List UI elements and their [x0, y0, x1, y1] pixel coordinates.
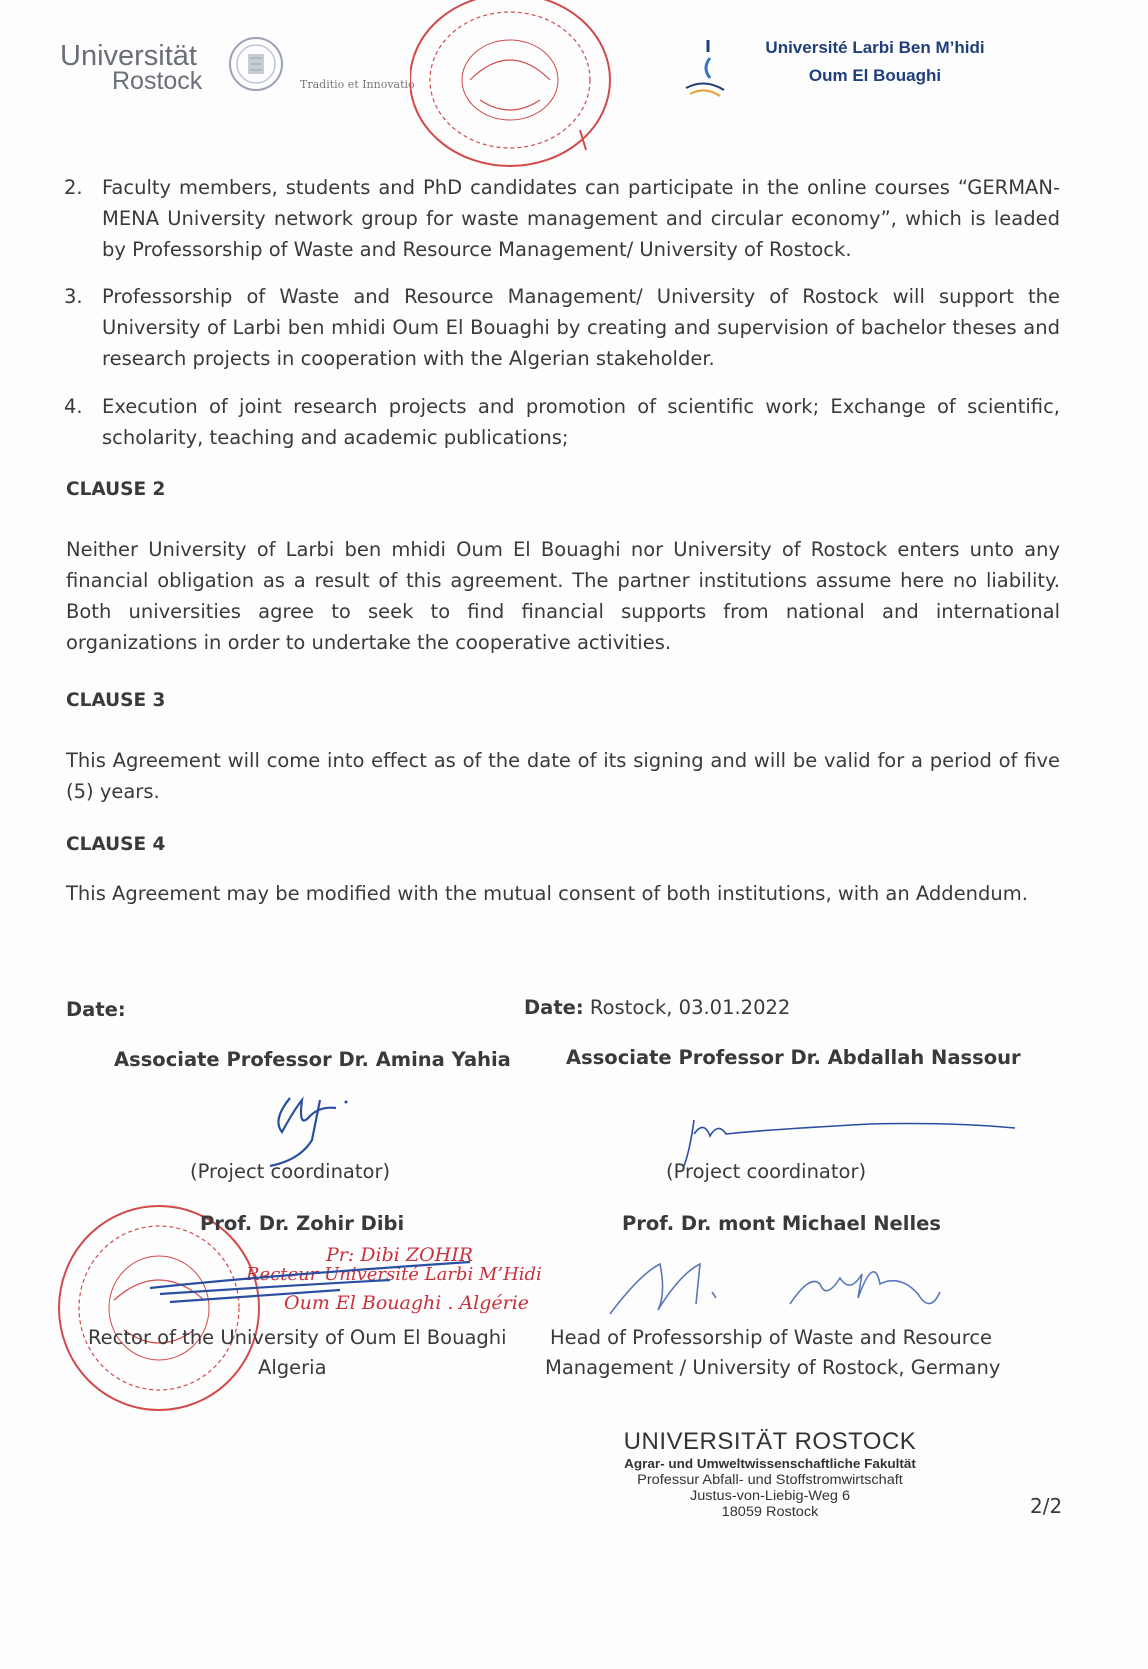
stamp-faculty: Agrar- und Umweltwissenschaftliche Fakultät	[624, 1456, 916, 1471]
left-date-label: Date:	[66, 998, 126, 1021]
list-item	[64, 391, 1060, 453]
university-rostock-logo	[60, 42, 202, 94]
right-head-name: Prof. Dr. mont Michael Nelles	[622, 1212, 941, 1235]
right-head-role-line1: Head of Professorship of Waste and Resource	[550, 1326, 993, 1349]
clause-3-text: This Agreement will come into effect as of the date of its signing and will be valid for a period of five (5) years.	[66, 749, 1060, 803]
handwritten-stamp-line3: Oum El Bouaghi . Algérie	[284, 1292, 530, 1314]
right-date	[524, 996, 790, 1019]
list-item	[64, 172, 1060, 265]
clause-3-heading: CLAUSE 3	[66, 690, 166, 711]
university-motto: Traditio et Innovatio	[300, 78, 415, 91]
top-official-stamp-icon	[410, 0, 638, 190]
right-head-role-line2: Management / University of Rostock, Germany	[545, 1356, 1001, 1379]
larbi-name-line2: Oum El Bouaghi	[808, 66, 942, 85]
list-item-text: Professorship of Waste and Resource Management/ University of Rostock will support the University of Larbi ben mhidi Oum El Bouaghi by creating and supervision of bachelor theses and research projects in cooperation with the Algerian stakeholder.	[102, 285, 1060, 370]
left-head-name: Prof. Dr. Zohir Dibi	[200, 1212, 405, 1235]
list-item	[64, 281, 1060, 374]
clause-4-heading: CLAUSE 4	[66, 834, 166, 855]
clause-4-text: This Agreement may be modified with the mutual consent of both institutions, with an Addendum.	[66, 882, 1028, 905]
list-item-text: Execution of joint research projects and promotion of scientific work; Exchange of scientific, scholarity, teaching and academic publications;	[102, 395, 1060, 449]
left-head-role-line1: Rector of the University of Oum El Bouaghi	[88, 1326, 507, 1349]
clause-2-text: Neither University of Larbi ben mhidi Oum El Bouaghi nor University of Rostock enters unto any financial obligation as a result of this agreement. The partner institutions assume here no liability. Both universities agree to seek to find financial supports from national and international organizations in order to undertake the cooperative activities.	[66, 538, 1060, 654]
list-item-number: 4.	[64, 395, 83, 418]
left-head-role-line2: Algeria	[258, 1356, 327, 1379]
logo-text-line2: Rostock	[112, 67, 203, 95]
left-coordinator-signature-icon	[250, 1080, 370, 1170]
rostock-address-stamp	[590, 1428, 950, 1520]
right-date-label: Date:	[524, 996, 584, 1019]
clause-2-heading: CLAUSE 2	[66, 479, 166, 500]
right-date-value: Rostock, 03.01.2022	[589, 996, 791, 1019]
stamp-department: Professur Abfall- und Stoffstromwirtschaft	[637, 1472, 903, 1488]
larbi-name-line1: Université Larbi Ben M’hidi	[765, 38, 985, 57]
right-coordinator-name: Associate Professor Dr. Abdallah Nassour	[566, 1046, 1021, 1069]
left-coordinator-role: (Project coordinator)	[190, 1160, 391, 1183]
right-coordinator-role: (Project coordinator)	[666, 1160, 867, 1183]
left-head-signature-icon	[140, 1250, 510, 1310]
handwritten-stamp-line1: Pr: Dibi ZOHIR	[326, 1244, 474, 1266]
larbi-ben-mhidi-name	[745, 34, 1005, 90]
list-item-number: 2.	[64, 176, 83, 199]
logo-text-line1: Universität	[60, 40, 197, 72]
list-item-text: Faculty members, students and PhD candidates can participate in the online courses “GERMAN-MENA University network group for waste management and circular economy”, which is leaded by Professorship of Waste and Resource Management/ University of Rostock.	[102, 176, 1060, 261]
page-number: 2/2	[1030, 1494, 1063, 1518]
larbi-ben-mhidi-logo-icon	[680, 38, 730, 100]
stamp-university-name: UNIVERSITÄT ROSTOCK	[623, 1428, 917, 1455]
rostock-seal-icon	[228, 36, 284, 92]
stamp-city: 18059 Rostock	[721, 1504, 819, 1520]
list-item-number: 3.	[64, 285, 83, 308]
handwritten-stamp-line2: Recteur Université Larbi M’Hidi	[246, 1264, 542, 1285]
stamp-street: Justus-von-Liebig-Weg 6	[689, 1488, 851, 1504]
left-coordinator-name: Associate Professor Dr. Amina Yahia	[114, 1048, 511, 1071]
right-head-signature-icon	[600, 1244, 960, 1334]
